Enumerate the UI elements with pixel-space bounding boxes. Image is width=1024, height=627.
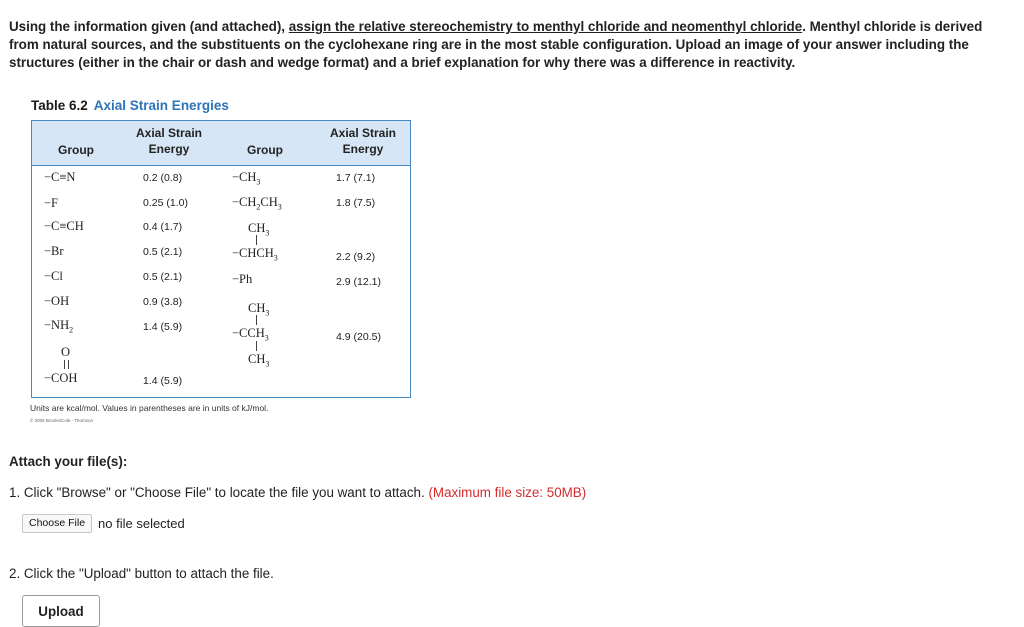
table-row-group: $-CH_2CH_3$ [232, 195, 282, 212]
table-row-energy: 0.5 (2.1) [143, 246, 183, 258]
table-row-energy: 0.9 (3.8) [143, 296, 183, 308]
file-status: no file selected [98, 516, 185, 531]
table-header [32, 121, 410, 166]
axial-strain-table [31, 120, 411, 398]
question-text [9, 18, 1009, 72]
table-row-energy: 0.25 (1.0) [143, 197, 188, 209]
table-row-group: −C≡N [44, 170, 76, 184]
table-row-energy: 4.9 (20.5) [336, 331, 381, 343]
table-footnote: Units are kcal/mol. Values in parentheses are in units of kJ/mol. [30, 403, 269, 413]
table-row-energy: 0.4 (1.7) [143, 221, 183, 233]
table-row-group: $CH_3$ [248, 221, 270, 238]
table-row-group: O [61, 345, 71, 359]
table-copyright: © 2006 Brooks/Cole - Thomson [30, 418, 94, 423]
table-row-group: −COH [44, 371, 78, 385]
table-row-group: $-NH_2$ [44, 318, 74, 335]
table-number: Table 6.2 [31, 98, 88, 113]
table-caption [31, 98, 229, 113]
table-row-group: $-CHCH_3$ [232, 246, 278, 263]
bond-line [256, 315, 257, 325]
table-title: Axial Strain Energies [93, 98, 229, 113]
upload-button[interactable]: Upload [22, 595, 100, 627]
table-row-energy: 0.2 (0.8) [143, 172, 183, 184]
table-row-group: $-CCH_3$ [232, 326, 269, 343]
table-row-group: $-CH_3$ [232, 170, 261, 187]
bond-line [256, 235, 257, 245]
max-file-size-note: (Maximum file size: 50MB) [428, 485, 587, 500]
file-picker [22, 514, 185, 533]
question-part2: . Menthyl chloride is derived from natural sources, and the substituents on the cyclohexane ring are in the most stable configuration. Upload an image of your answer including the structures (either in the chair or dash and wedge format) and a brief explanation for why there was a difference in reactivity. [9, 19, 983, 70]
table-row-energy: 2.9 (12.1) [336, 276, 381, 288]
question-emphasis: assign the relative stereochemistry to menthyl chloride and neomenthyl chloride [288, 19, 803, 34]
question-part1: Using the information given (and attached), [9, 19, 289, 34]
table-row-energy: 1.4 (5.9) [143, 321, 183, 333]
header-energy-right: Axial Strain Energy [329, 126, 397, 156]
choose-file-button[interactable]: Choose File [22, 514, 92, 533]
header-group-right: Group [247, 143, 283, 157]
table-row-energy: 2.2 (9.2) [336, 251, 376, 263]
step-2-text: 2. Click the "Upload" button to attach the file. [9, 566, 274, 581]
table-row-group: −F [44, 196, 59, 210]
table-row-energy: 1.7 (7.1) [336, 172, 376, 184]
table-row-group: −Br [44, 244, 64, 258]
table-row-energy: 0.5 (2.1) [143, 271, 183, 283]
table-row-group: $CH_3$ [248, 352, 270, 369]
header-group-left: Group [58, 143, 94, 157]
table-row-group: −C≡CH [44, 219, 84, 233]
header-energy-left: Axial Strain Energy [135, 126, 203, 156]
step-1-text: 1. Click "Browse" or "Choose File" to locate the file you want to attach. (Maximum file size: 50MB) [9, 485, 587, 500]
table-row-group: −Ph [232, 272, 253, 286]
table-row-energy: 1.8 (7.5) [336, 197, 376, 209]
attach-heading: Attach your file(s): [9, 454, 128, 469]
bond-line [256, 341, 257, 351]
table-row-energy: 1.4 (5.9) [143, 375, 183, 387]
table-row-group: $CH_3$ [248, 301, 270, 318]
table-row-group: −Cl [44, 269, 63, 283]
table-row-group: −OH [44, 294, 70, 308]
double-bond-mark [64, 360, 69, 369]
